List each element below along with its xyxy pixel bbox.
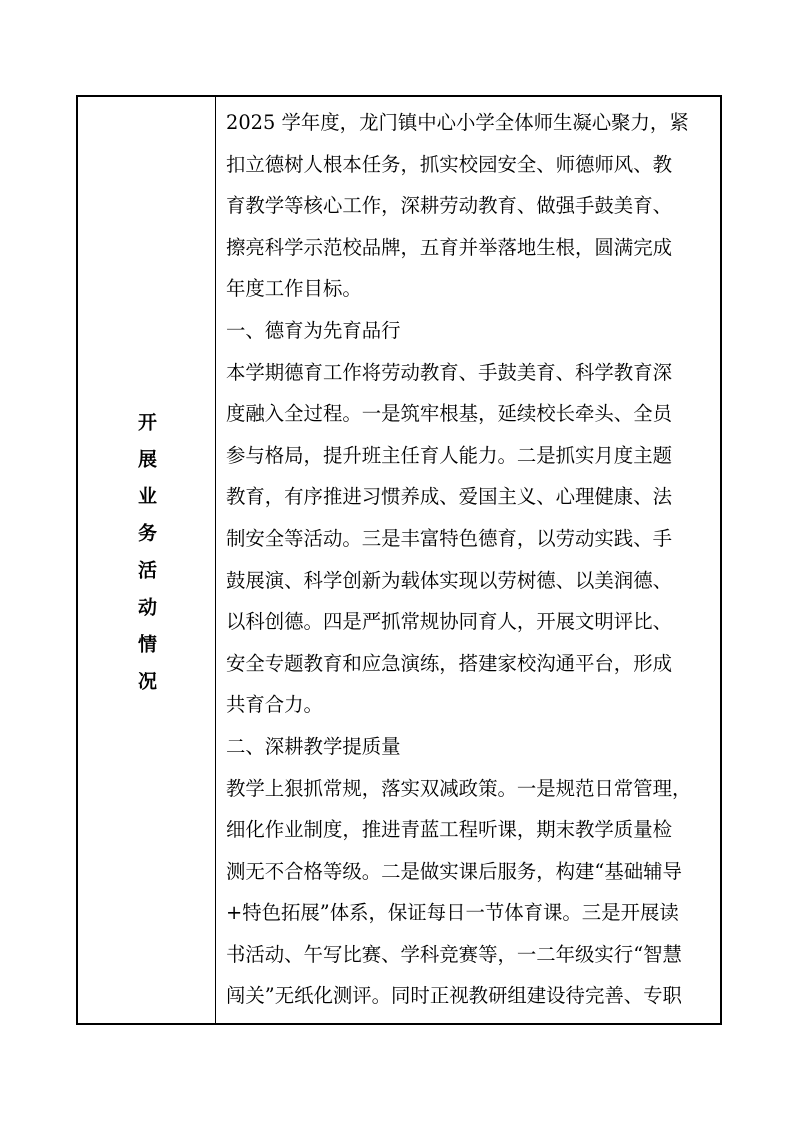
content-line: 育教学等核心工作，深耕劳动教育、做强手鼓美育、 bbox=[226, 194, 672, 218]
content-line: 度融入全过程。一是筑牢根基，延续校长牵头、全员 bbox=[226, 402, 672, 426]
content-line: 制安全等活动。三是丰富特色德育，以劳动实践、手 bbox=[226, 526, 672, 550]
content-line: 书活动、午写比赛、学科竞赛等，一二年级实行“智慧 bbox=[226, 942, 682, 966]
content-cell bbox=[216, 97, 720, 1023]
activity-table bbox=[76, 95, 722, 1025]
content-line: 年度工作目标。 bbox=[226, 277, 362, 301]
content-line: +特色拓展”体系，保证每日一节体育课。三是开展读 bbox=[226, 901, 679, 925]
section-heading: 一、德育为先育品行 bbox=[226, 318, 401, 342]
content-line: 教学上狠抓常规，落实双减政策。一是规范日常管理， bbox=[226, 776, 692, 800]
content-line: 本学期德育工作将劳动教育、手鼓美育、科学教育深 bbox=[226, 360, 672, 384]
content-line: 共育合力。 bbox=[226, 693, 323, 717]
content-line: 安全专题教育和应急演练，搭建家校沟通平台，形成 bbox=[226, 651, 672, 675]
content-line: 闯关”无纸化测评。同时正视教研组建设待完善、专职 bbox=[226, 984, 682, 1008]
row-label: 开展业务活动情况 bbox=[135, 412, 157, 708]
content-line: 鼓展演、科学创新为载体实现以劳树德、以美润德、 bbox=[226, 568, 672, 592]
content-line: 以科创德。四是严抓常规协同育人，开展文明评比、 bbox=[226, 610, 672, 634]
content-line: 扣立德树人根本任务，抓实校园安全、师德师风、教 bbox=[226, 152, 672, 176]
content-line: 2025 学年度，龙门镇中心小学全体师生凝心聚力，紧 bbox=[226, 111, 689, 134]
section-heading: 二、深耕教学提质量 bbox=[226, 734, 401, 758]
content-line: 细化作业制度，推进青蓝工程听课，期末教学质量检 bbox=[226, 818, 672, 842]
row-label-cell bbox=[78, 97, 216, 1023]
content-line: 参与格局，提升班主任育人能力。二是抓实月度主题 bbox=[226, 443, 672, 467]
content-line: 测无不合格等级。二是做实课后服务，构建“基础辅导 bbox=[226, 859, 682, 883]
content-line: 擦亮科学示范校品牌，五育并举落地生根，圆满完成 bbox=[226, 235, 672, 259]
content-line: 教育，有序推进习惯养成、爱国主义、心理健康、法 bbox=[226, 485, 672, 509]
